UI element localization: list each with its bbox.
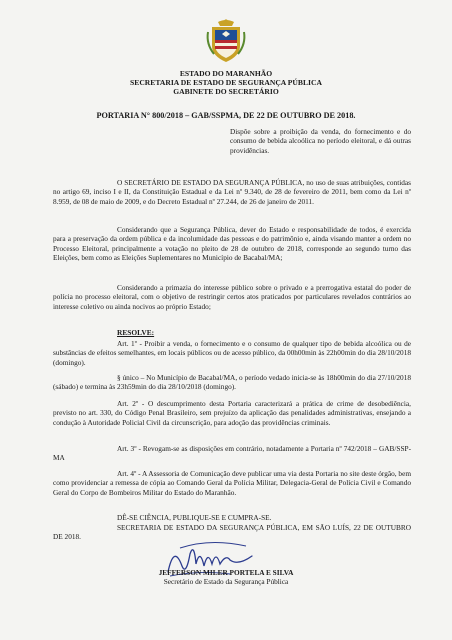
ordinance-title: PORTARIA N° 800/2018 – GAB/SSPMA, DE 22 DE OUTUBRO DE 2018. (96, 111, 356, 120)
considering-2: Considerando a primazia do interesse público sobre o privado e a prerrogativa estatal do poder de polícia no processo eleitoral, com o objetivo de restringir certos atos praticados por particulares revelados contrários ao interesse coletivo ou ainda nocivos ao próprio Estado; (53, 283, 411, 311)
considering-1: Considerando que a Segurança Pública, dever do Estado e responsabilidade de todos, é exercida para a preservação da ordem pública e da incolumidade das pessoas e do patrimônio e, ainda visando manter a ordem no Processo Eleitoral, principalmente a votação no pleito de 28 de outubro de 2018, corresponde ao segundo turno das Eleições, bem como as Eleições Suplementares no Município de Bacabal/MA; (53, 225, 411, 262)
closing-statement: DÊ-SE CIÊNCIA, PUBLIQUE-SE E CUMPRA-SE. (117, 513, 272, 522)
signatory-role: Secretário de Estado da Segurança Pública (163, 577, 289, 586)
place-and-date: SECRETARIA DE ESTADO DA SEGURANÇA PÚBLICA, EM SÃO LUÍS, 22 DE OUTUBRO DE 2018. (53, 523, 411, 542)
resolve-heading: RESOLVE: (117, 328, 155, 337)
signatory-name: JEFFERSON MILER PORTELA E SILVA (158, 568, 294, 577)
ementa: Dispõe sobre a proibição da venda, do fornecimento e do consumo de bebida alcoólica no período eleitoral, e dá outras providências. (230, 127, 411, 155)
header-office: GABINETE DO SECRETÁRIO (173, 87, 279, 96)
article-4: Art. 4º - A Assessoria de Comunicação deve publicar uma via desta Portaria no site deste órgão, bem como providenciar a remessa de cópia ao Comando Geral da Polícia Militar, Delegacia-Geral de Polícia Civil e Comando Geral do Corpo de Bombeiros Militar do Estado do Maranhão. (53, 469, 411, 497)
article-1: Art. 1º - Proibir a venda, o fornecimento e o consumo de qualquer tipo de bebida alcoólica ou de substâncias de efeitos semelhantes, em locais públicos ou de acesso público, da 00h00min às 22h00min do dia 28/10/2018 (domingo). (53, 339, 411, 367)
header-state: ESTADO DO MARANHÃO (179, 69, 273, 78)
article-2: Art. 2º - O descumprimento desta Portaria caracterizará a prática de crime de desobediência, previsto no art. 330, do Código Penal Brasileiro, sem prejuízo da aplicação das penalidades administrativas, ensejando a condução à Autoridade Policial Civil da circunscrição, para adoção das providências criminais. (53, 399, 411, 427)
preamble: O SECRETÁRIO DE ESTADO DA SEGURANÇA PÚBLICA, no uso de suas atribuições, contidas no artigo 69, inciso I e II, da Constituição Estadual e da Lei nº 9.340, de 28 de fevereiro de 2011, bem como da Lei nº 8.959, de 08 de maio de 2009, e do Decreto Estadual nº 27.244, de 26 de janeiro de 2011. (53, 178, 411, 206)
article-3: Art. 3º - Revogam-se as disposições em contrário, notadamente a Portaria nº 742/2018 – GAB/SSP-MA (53, 444, 411, 463)
maranhao-coat-of-arms-icon (204, 18, 248, 64)
header-secretariat: SECRETARIA DE ESTADO DE SEGURANÇA PÚBLICA (130, 78, 322, 87)
article-1-sole-paragraph: § único – No Município de Bacabal/MA, o período vedado inicia-se às 18h00min do dia 27/10/2018 (sábado) e termina às 23h59min do dia 28/10/2018 (domingo). (53, 373, 411, 392)
